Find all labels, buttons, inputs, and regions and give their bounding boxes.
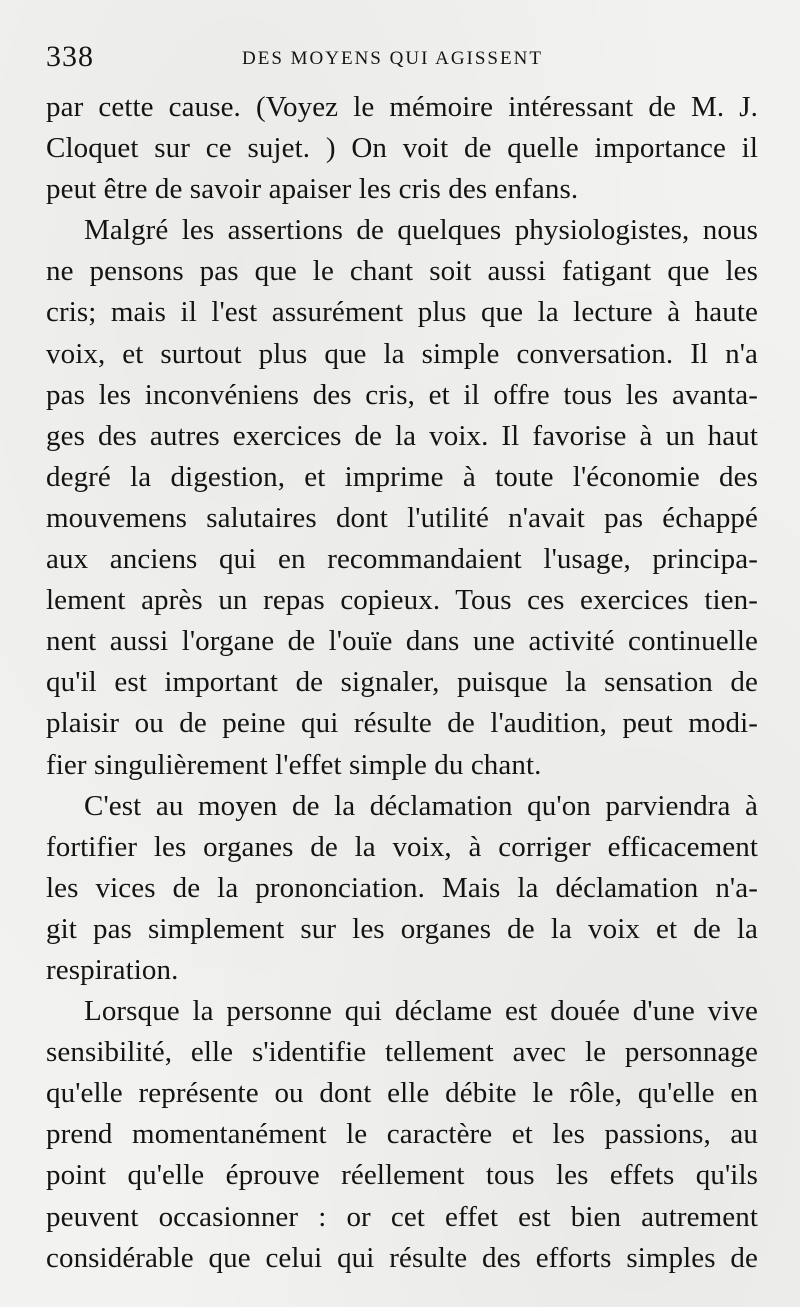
text-line: mouvemens salutaires dont l'utilité n'avait pas échappé	[46, 501, 758, 534]
text-line: considérable que celui qui résulte des efforts simples de	[46, 1241, 758, 1274]
text-line: cris; mais il l'est assurément plus que la lecture à haute	[46, 296, 758, 329]
paragraph-start-line: Malgré les assertions de quelques physiologistes, nous	[84, 214, 758, 247]
text-line: peuvent occasionner : or cet effet est bien autrement	[46, 1200, 758, 1233]
text-line: Cloquet sur ce sujet. ) On voit de quelle importance il	[46, 132, 758, 165]
text-line: aux anciens qui en recommandaient l'usage, principa-	[46, 543, 758, 576]
text-line: prend momentanément le caractère et les passions, au	[46, 1118, 758, 1151]
body-text	[46, 87, 758, 1279]
text-line: nent aussi l'organe de l'ouïe dans une activité continuelle	[46, 625, 758, 658]
page-number: 338	[46, 40, 94, 73]
page-header	[46, 40, 760, 80]
text-line: fortifier les organes de la voix, à corriger efficacement	[46, 830, 758, 863]
text-line: voix, et surtout plus que la simple conversation. Il n'a	[46, 337, 758, 370]
text-line: fier singulièrement l'effet simple du chant.	[46, 748, 542, 781]
text-line: qu'il est important de signaler, puisque la sensation de	[46, 666, 758, 699]
text-line: git pas simplement sur les organes de la voix et de la	[46, 912, 758, 945]
text-line: par cette cause. (Voyez le mémoire intéressant de M. J.	[46, 91, 758, 123]
text-line: lement après un repas copieux. Tous ces exercices tien-	[46, 584, 758, 617]
text-line: ne pensons pas que le chant soit aussi fatigant que les	[46, 255, 758, 288]
text-line: sensibilité, elle s'identifie tellement avec le personnage	[46, 1036, 758, 1069]
text-line: pas les inconvéniens des cris, et il offre tous les avanta-	[46, 378, 758, 411]
paragraph-start-line: C'est au moyen de la déclamation qu'on parviendra à	[84, 789, 758, 822]
text-line: plaisir ou de peine qui résulte de l'audition, peut modi-	[46, 707, 758, 740]
running-head: DES MOYENS QUI AGISSENT	[242, 48, 543, 69]
text-line: point qu'elle éprouve réellement tous les effets qu'ils	[46, 1159, 758, 1192]
text-line: qu'elle représente ou dont elle débite le rôle, qu'elle en	[46, 1077, 758, 1110]
paragraph-start-line: Lorsque la personne qui déclame est douée d'une vive	[84, 995, 758, 1028]
text-line: peut être de savoir apaiser les cris des enfans.	[46, 173, 579, 206]
text-line: les vices de la prononciation. Mais la déclamation n'a-	[46, 871, 758, 904]
text-line: ges des autres exercices de la voix. Il favorise à un haut	[46, 419, 758, 452]
text-line: degré la digestion, et imprime à toute l'économie des	[46, 460, 758, 493]
text-line: respiration.	[46, 953, 179, 986]
